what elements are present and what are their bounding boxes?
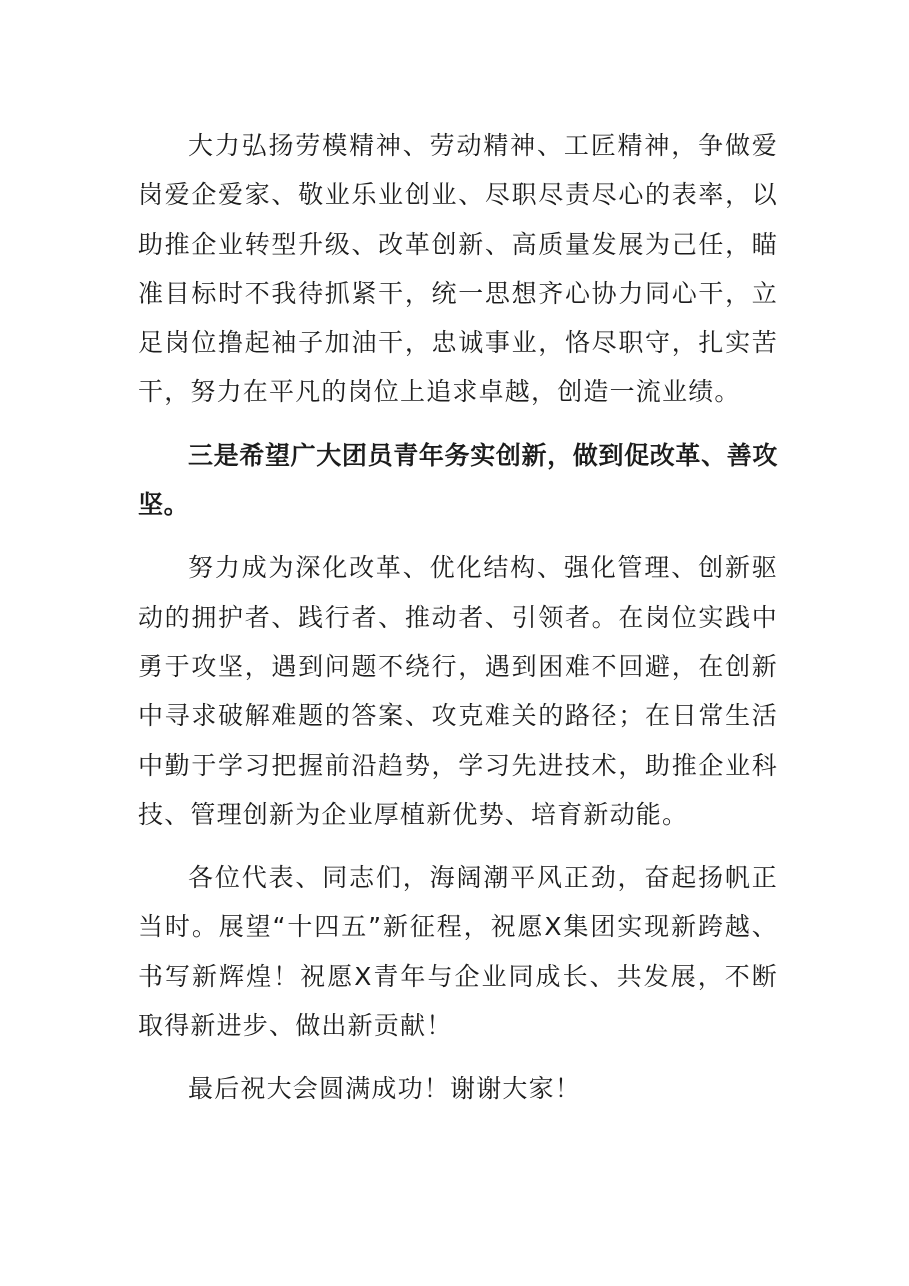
paragraph-reform-innovation: 努力成为深化改革、优化结构、强化管理、创新驱动的拥护者、践行者、推动者、引领者。在岗位实践中勇于攻坚，遇到问题不绕行，遇到困难不回避，在创新中寻求破解难题的答案、攻克难关的路径；在日常生活中勤于学习把握前沿趋势，学习先进技术，助推企业科技、管理创新为企业厚植新优势、培育新动能。 xyxy=(138,553,778,829)
paragraph-final-thanks: 最后祝大会圆满成功！谢谢大家！ xyxy=(188,1074,582,1104)
paragraph-spacer xyxy=(138,529,778,543)
heading-third-hope: 三是希望广大团员青年务实创新，做到促改革、善攻坚。 xyxy=(138,440,778,520)
paragraph-spacer xyxy=(138,417,778,431)
document-body xyxy=(138,121,778,1114)
paragraph-closing-wishes: 各位代表、同志们，海阔潮平风正劲，奋起扬帆正当时。展望“十四五”新征程，祝愿X集团实现新跨越、书写新辉煌！祝愿X青年与企业同成长、共发展，不断取得新进步、做出新贡献！ xyxy=(138,863,778,1041)
paragraph-spacer xyxy=(138,1050,778,1064)
paragraph-spacer xyxy=(138,839,778,853)
paragraph-labor-spirit: 大力弘扬劳模精神、劳动精神、工匠精神，争做爱岗爱企爱家、敬业乐业创业、尽职尽责尽心的表率，以助推企业转型升级、改革创新、高质量发展为己任，瞄准目标时不我待抓紧干，统一思想齐心协力同心干，立足岗位撸起袖子加油干，忠诚事业，恪尽职守，扎实苦干，努力在平凡的岗位上追求卓越，创造一流业绩。 xyxy=(138,131,778,407)
